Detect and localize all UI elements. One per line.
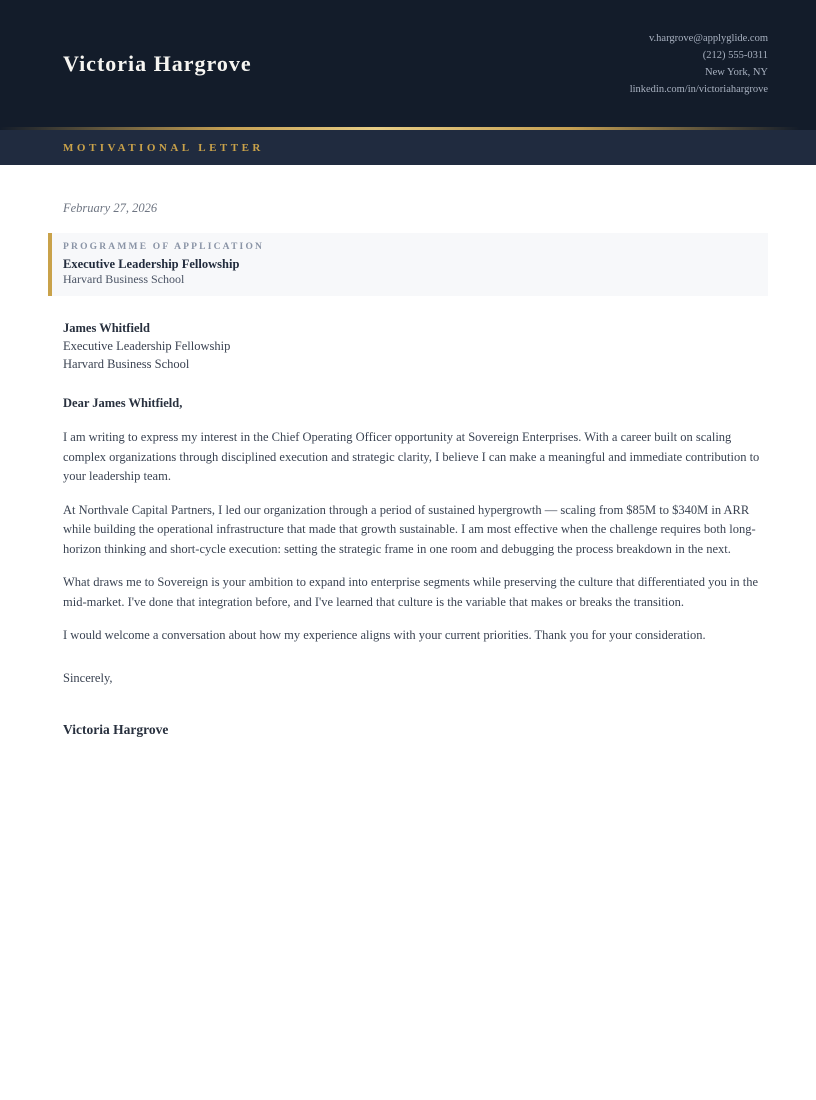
signature-name: Victoria Hargrove bbox=[63, 721, 169, 737]
contact-block bbox=[630, 30, 768, 98]
contact-phone: (212) 555-0311 bbox=[702, 49, 768, 61]
contact-linkedin: linkedin.com/in/victoriahargrove bbox=[629, 83, 768, 95]
contact-location: New York, NY bbox=[704, 66, 768, 78]
letter-date: February 27, 2026 bbox=[63, 201, 158, 215]
letter-body bbox=[0, 165, 816, 738]
programme-callout bbox=[48, 233, 768, 296]
paragraph-experience: At Northvale Capital Partners, I led our organization through a period of sustained hypergrowth — scaling from $85M to $340M in ARR while building the operational infrastructure that made that growth sustainable. I am most effective when the challenge requires both long-horizon thinking and short-cycle execution: setting the strategic frame in one room and debugging the process breakdown in the next. bbox=[63, 502, 756, 556]
recipient-name: James Whitfield bbox=[63, 321, 150, 335]
document-type-band bbox=[0, 130, 816, 165]
paragraph-intro: I am writing to express my interest in the Chief Operating Officer opportunity at Sovereign Enterprises. With a career built on scaling complex organizations through disciplined execution and strategic clarity, I believe I can make a meaningful and immediate contribution to your leadership team. bbox=[63, 430, 760, 483]
recipient-block bbox=[63, 319, 768, 373]
paragraph-close: I would welcome a conversation about how my experience aligns with your current priorities. Thank you for your consideration. bbox=[63, 628, 706, 642]
recipient-programme: Executive Leadership Fellowship bbox=[63, 339, 231, 353]
sender-name: Victoria Hargrove bbox=[63, 50, 252, 76]
programme-label: PROGRAMME OF APPLICATION bbox=[63, 242, 265, 252]
recipient-institution: Harvard Business School bbox=[63, 357, 190, 371]
paragraph-motivation: What draws me to Sovereign is your ambition to expand into enterprise segments while preserving the culture that differentiated you in the mid-market. I've done that integration before, and I've learned that culture is the variable that makes or breaks the transition. bbox=[63, 575, 759, 609]
closing: Sincerely, bbox=[63, 670, 113, 685]
contact-email: v.hargrove@applyglide.com bbox=[648, 32, 768, 44]
salutation: Dear James Whitfield, bbox=[63, 396, 183, 410]
document-type-label: MOTIVATIONAL LETTER bbox=[63, 141, 264, 154]
letter-header bbox=[0, 0, 816, 127]
programme-title: Executive Leadership Fellowship bbox=[63, 257, 240, 271]
programme-institution: Harvard Business School bbox=[63, 272, 185, 286]
